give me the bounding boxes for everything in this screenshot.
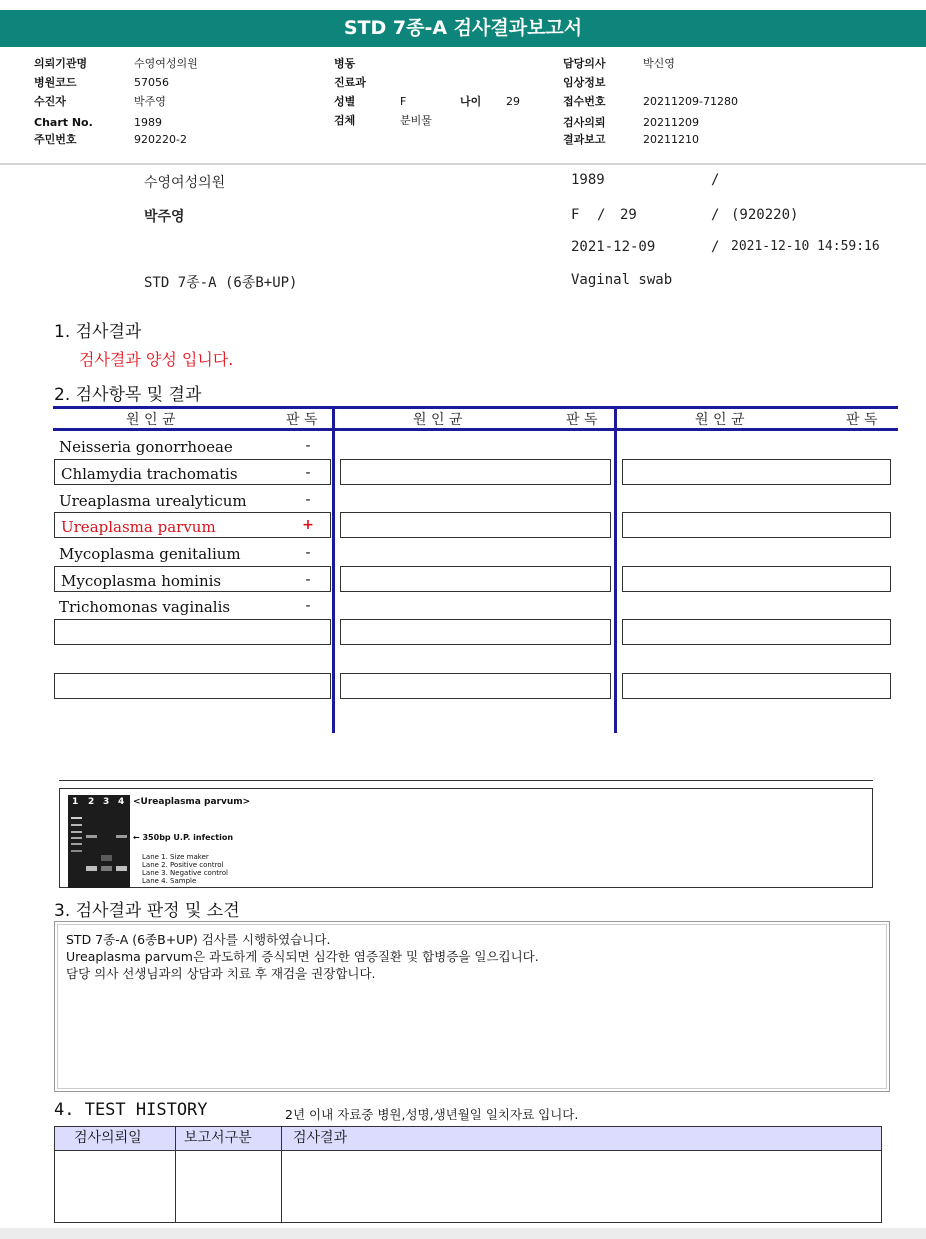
gel-legend-item: Lane 1. Size maker — [142, 853, 209, 861]
history-column-divider — [281, 1126, 282, 1223]
header-label: 의뢰기관명 — [34, 57, 88, 70]
section-1-title: 1. 검사결과 — [54, 322, 142, 342]
history-column-result: 검사결과 — [293, 1130, 348, 1146]
organism-name: Mycoplasma hominis — [61, 572, 222, 590]
table-row-box — [340, 619, 611, 645]
header-value: 분비물 — [400, 114, 432, 127]
header-value: 박주영 — [134, 95, 166, 108]
history-note: 2년 이내 자료중 병원,성명,생년월일 일치자료 입니다. — [285, 1107, 579, 1122]
gel-electrophoresis-image — [68, 795, 130, 888]
header-label: 병동 — [334, 57, 356, 70]
header-label: 진료과 — [334, 76, 366, 89]
organism-result: - — [305, 598, 311, 614]
column-header-result: 판 독 — [286, 412, 318, 428]
organism-name-positive: Ureaplasma parvum — [61, 518, 216, 536]
gel-title: <Ureaplasma parvum> — [133, 797, 251, 807]
history-table-header — [54, 1126, 882, 1151]
table-row-box — [340, 566, 611, 592]
gel-legend-item: Lane 4. Sample — [142, 877, 197, 885]
comment-line: Ureaplasma parvum은 과도하게 증식되면 심각한 염증질환 및 합병증을 일으킵니다. — [66, 949, 539, 964]
organism-name: Chlamydia trachomatis — [61, 465, 238, 483]
header-label: 검사의뢰 — [563, 116, 606, 129]
gel-lane-number: 4 — [118, 797, 125, 807]
patient-sex: F — [571, 207, 580, 223]
header-label: 주민번호 — [34, 133, 77, 146]
header-value: 29 — [506, 95, 520, 108]
header-value: 20211209-71280 — [643, 95, 738, 108]
patient-chart: 1989 — [571, 172, 605, 188]
header-label: 결과보고 — [563, 133, 606, 146]
comment-line: STD 7종-A (6종B+UP) 검사를 시행하였습니다. — [66, 932, 331, 947]
organism-result: - — [305, 572, 311, 588]
patient-birth: (920220) — [731, 207, 799, 223]
organism-result: - — [305, 545, 311, 561]
gel-lane-number: 1 — [72, 797, 79, 807]
table-row-box — [622, 459, 891, 485]
column-header-result: 판 독 — [566, 412, 598, 428]
positive-result-text: 검사결과 양성 입니다. — [79, 350, 234, 369]
date-request: 2021-12-09 — [571, 239, 656, 255]
header-label: 담당의사 — [563, 57, 606, 70]
header-value: 수영여성의원 — [134, 57, 198, 70]
table-row-box — [622, 673, 891, 699]
header-label: 임상정보 — [563, 76, 606, 89]
table-row-box — [340, 459, 611, 485]
header-value: 920220-2 — [134, 133, 187, 146]
table-column-divider — [332, 406, 335, 733]
specimen: Vaginal swab — [571, 272, 673, 288]
separator-slash: / — [597, 207, 606, 223]
table-row-box — [622, 566, 891, 592]
organism-result: - — [305, 465, 311, 481]
column-header-organism: 원 인 균 — [126, 412, 176, 428]
separator-slash: / — [711, 207, 720, 223]
patient-name: 박주영 — [144, 209, 185, 225]
header-label: 성별 — [334, 95, 356, 108]
table-header-border — [53, 428, 898, 431]
date-report: 2021-12-10 14:59:16 — [731, 239, 880, 254]
gel-lane-number: 2 — [88, 797, 95, 807]
header-label: 접수번호 — [563, 95, 606, 108]
column-header-organism: 원 인 균 — [413, 412, 463, 428]
table-top-border — [53, 406, 898, 409]
comment-line: 담당 의사 선생님과의 상담과 치료 후 재검을 권장합니다. — [66, 966, 376, 981]
organism-result: - — [305, 438, 311, 454]
history-column-divider — [175, 1126, 176, 1223]
table-row-box — [340, 512, 611, 538]
table-column-divider — [614, 406, 617, 733]
separator-slash: / — [711, 239, 720, 255]
organism-result: - — [305, 492, 311, 508]
section-2-title: 2. 검사항목 및 결과 — [54, 385, 202, 405]
header-value: 20211209 — [643, 116, 699, 129]
gel-top-rule — [59, 780, 873, 781]
organism-name: Trichomonas vaginalis — [59, 598, 231, 616]
organism-result-positive: + — [302, 517, 314, 533]
header-divider — [0, 163, 926, 165]
table-row-box — [622, 619, 891, 645]
organism-name: Neisseria gonorrhoeae — [59, 438, 233, 456]
table-row-box — [54, 619, 331, 645]
header-label: 병원코드 — [34, 76, 77, 89]
header-value: 20211210 — [643, 133, 699, 146]
column-header-result: 판 독 — [846, 412, 878, 428]
section-4-title: 4. TEST HISTORY — [54, 1100, 208, 1120]
header-value: 57056 — [134, 76, 169, 89]
table-row-box — [54, 673, 331, 699]
report-title: STD 7종-A 검사결과보고서 — [0, 10, 926, 47]
header-label: 나이 — [460, 95, 482, 108]
organism-name: Ureaplasma urealyticum — [59, 492, 247, 510]
gel-band-annotation: ← 350bp U.P. infection — [133, 833, 234, 842]
header-label: 검체 — [334, 114, 356, 127]
gel-legend-item: Lane 2. Positive control — [142, 861, 224, 869]
table-row-box — [622, 512, 891, 538]
header-value: 박신영 — [643, 57, 675, 70]
patient-age: 29 — [620, 207, 637, 223]
header-value: 1989 — [134, 116, 162, 129]
test-name: STD 7종-A (6종B+UP) — [144, 275, 298, 291]
column-header-organism: 원 인 균 — [695, 412, 745, 428]
gel-lane-number: 3 — [103, 797, 110, 807]
header-label: Chart No. — [34, 116, 93, 129]
patient-clinic: 수영여성의원 — [144, 175, 226, 191]
gel-legend-item: Lane 3. Negative control — [142, 869, 228, 877]
separator-slash: / — [711, 172, 720, 188]
section-3-title: 3. 검사결과 판정 및 소견 — [54, 901, 240, 921]
table-row-box — [340, 673, 611, 699]
organism-name: Mycoplasma genitalium — [59, 545, 241, 563]
header-label: 수진자 — [34, 95, 66, 108]
history-column-report-type: 보고서구분 — [184, 1130, 252, 1146]
header-value: F — [400, 95, 407, 108]
history-column-request-date: 검사의뢰일 — [74, 1130, 142, 1146]
